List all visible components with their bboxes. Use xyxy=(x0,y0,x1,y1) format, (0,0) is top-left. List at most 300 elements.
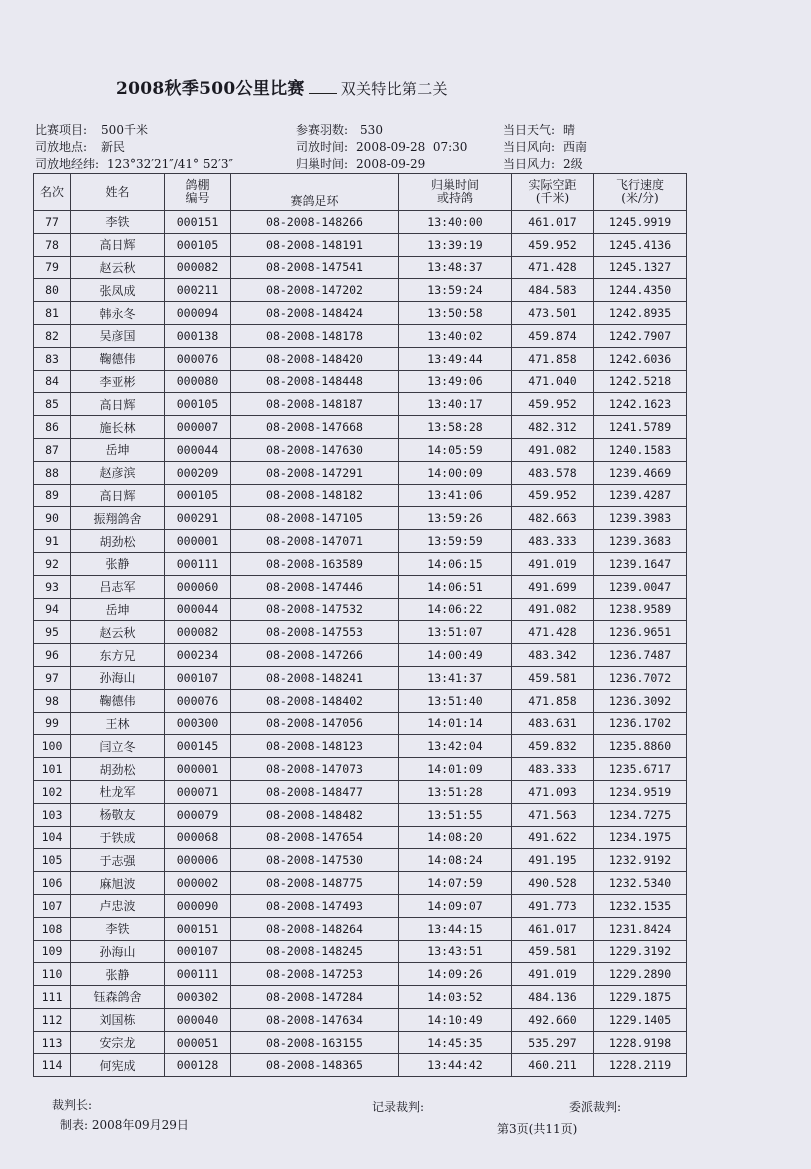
meta-release-value: 2008-09-28 07:30 xyxy=(356,140,468,154)
speed-cell: 1236.1702 xyxy=(594,712,687,735)
rank-cell: 94 xyxy=(34,598,71,621)
distance-cell: 483.631 xyxy=(512,712,594,735)
loft-cell: 000007 xyxy=(165,416,231,439)
ring-cell: 08-2008-148420 xyxy=(231,347,399,370)
loft-cell: 000006 xyxy=(165,849,231,872)
footer-record-judge: 记录裁判: xyxy=(372,1100,425,1114)
ring-cell: 08-2008-148482 xyxy=(231,803,399,826)
name-cell: 吴彦国 xyxy=(71,324,165,347)
footer-delegate-judge: 委派裁判: xyxy=(569,1100,622,1114)
ring-cell: 08-2008-147073 xyxy=(231,758,399,781)
loft-cell: 000105 xyxy=(165,393,231,416)
distance-cell: 459.952 xyxy=(512,233,594,256)
rank-cell: 96 xyxy=(34,644,71,667)
speed-cell: 1242.7907 xyxy=(594,324,687,347)
speed-cell: 1245.9919 xyxy=(594,211,687,234)
ring-cell: 08-2008-148477 xyxy=(231,780,399,803)
distance-cell: 459.874 xyxy=(512,324,594,347)
ring-cell: 08-2008-147446 xyxy=(231,575,399,598)
time-cell: 13:43:51 xyxy=(399,940,512,963)
name-cell: 于铁成 xyxy=(71,826,165,849)
speed-cell: 1244.4350 xyxy=(594,279,687,302)
distance-cell: 459.581 xyxy=(512,666,594,689)
time-cell: 13:44:42 xyxy=(399,1054,512,1077)
ring-cell: 08-2008-147532 xyxy=(231,598,399,621)
rank-cell: 80 xyxy=(34,279,71,302)
ring-cell: 08-2008-163155 xyxy=(231,1031,399,1054)
ring-cell: 08-2008-147630 xyxy=(231,438,399,461)
title-underline xyxy=(309,79,337,94)
distance-cell: 471.040 xyxy=(512,370,594,393)
speed-cell: 1238.9589 xyxy=(594,598,687,621)
rank-cell: 111 xyxy=(34,986,71,1009)
name-cell: 赵彦滨 xyxy=(71,461,165,484)
name-cell: 张凤成 xyxy=(71,279,165,302)
meta-return-label: 归巢时间: xyxy=(296,157,349,171)
table-row xyxy=(34,621,687,644)
ring-cell: 08-2008-147105 xyxy=(231,507,399,530)
speed-cell: 1242.8935 xyxy=(594,302,687,325)
time-cell: 13:59:24 xyxy=(399,279,512,302)
col-time-header xyxy=(399,174,512,211)
loft-cell: 000151 xyxy=(165,211,231,234)
name-cell: 韩永冬 xyxy=(71,302,165,325)
loft-cell: 000044 xyxy=(165,598,231,621)
rank-cell: 92 xyxy=(34,552,71,575)
ring-cell: 08-2008-147056 xyxy=(231,712,399,735)
ring-cell: 08-2008-147071 xyxy=(231,530,399,553)
speed-cell: 1240.1583 xyxy=(594,438,687,461)
distance-cell: 471.093 xyxy=(512,780,594,803)
loft-cell: 000105 xyxy=(165,484,231,507)
distance-cell: 461.017 xyxy=(512,211,594,234)
rank-cell: 90 xyxy=(34,507,71,530)
loft-cell: 000302 xyxy=(165,986,231,1009)
rank-cell: 107 xyxy=(34,894,71,917)
speed-cell: 1228.9198 xyxy=(594,1031,687,1054)
speed-cell: 1236.7072 xyxy=(594,666,687,689)
rank-cell: 99 xyxy=(34,712,71,735)
meta-weather-label: 当日天气: xyxy=(503,123,556,137)
footer-page-number: 第3页(共11页) xyxy=(497,1122,578,1136)
ring-cell: 08-2008-147284 xyxy=(231,986,399,1009)
speed-cell: 1245.1327 xyxy=(594,256,687,279)
name-cell: 张静 xyxy=(71,552,165,575)
loft-cell: 000044 xyxy=(165,438,231,461)
distance-cell: 459.581 xyxy=(512,940,594,963)
table-row xyxy=(34,826,687,849)
ring-cell: 08-2008-148191 xyxy=(231,233,399,256)
time-cell: 13:59:59 xyxy=(399,530,512,553)
name-cell: 高日辉 xyxy=(71,233,165,256)
col-loft-line1: 鸽棚 xyxy=(185,178,210,192)
table-row xyxy=(34,780,687,803)
table-row xyxy=(34,940,687,963)
name-cell: 闫立冬 xyxy=(71,735,165,758)
name-cell: 孙海山 xyxy=(71,666,165,689)
distance-cell: 535.297 xyxy=(512,1031,594,1054)
time-cell: 14:01:09 xyxy=(399,758,512,781)
col-rank-header: 名次 xyxy=(34,174,71,211)
table-row xyxy=(34,393,687,416)
distance-cell: 491.773 xyxy=(512,894,594,917)
ring-cell: 08-2008-148241 xyxy=(231,666,399,689)
distance-cell: 491.082 xyxy=(512,598,594,621)
table-row xyxy=(34,963,687,986)
name-cell: 东方兄 xyxy=(71,644,165,667)
rank-cell: 106 xyxy=(34,872,71,895)
time-cell: 14:10:49 xyxy=(399,1008,512,1031)
table-row xyxy=(34,803,687,826)
loft-cell: 000300 xyxy=(165,712,231,735)
loft-cell: 000060 xyxy=(165,575,231,598)
name-cell: 鞠德伟 xyxy=(71,689,165,712)
name-cell: 赵云秋 xyxy=(71,256,165,279)
rank-cell: 108 xyxy=(34,917,71,940)
speed-cell: 1242.1623 xyxy=(594,393,687,416)
loft-cell: 000111 xyxy=(165,552,231,575)
table-row xyxy=(34,894,687,917)
ring-cell: 08-2008-147530 xyxy=(231,849,399,872)
time-cell: 14:09:07 xyxy=(399,894,512,917)
time-cell: 13:42:04 xyxy=(399,735,512,758)
speed-cell: 1234.1975 xyxy=(594,826,687,849)
name-cell: 麻旭波 xyxy=(71,872,165,895)
ring-cell: 08-2008-147291 xyxy=(231,461,399,484)
distance-cell: 471.563 xyxy=(512,803,594,826)
loft-cell: 000234 xyxy=(165,644,231,667)
loft-cell: 000105 xyxy=(165,233,231,256)
distance-cell: 491.019 xyxy=(512,963,594,986)
loft-cell: 000080 xyxy=(165,370,231,393)
table-row xyxy=(34,849,687,872)
time-cell: 14:03:52 xyxy=(399,986,512,1009)
time-cell: 14:09:26 xyxy=(399,963,512,986)
meta-wind-force-value: 2级 xyxy=(563,157,583,171)
distance-cell: 491.622 xyxy=(512,826,594,849)
rank-cell: 98 xyxy=(34,689,71,712)
rank-cell: 83 xyxy=(34,347,71,370)
rank-cell: 91 xyxy=(34,530,71,553)
table-row xyxy=(34,552,687,575)
name-cell: 杜龙军 xyxy=(71,780,165,803)
name-cell: 卢忠波 xyxy=(71,894,165,917)
distance-cell: 459.952 xyxy=(512,484,594,507)
loft-cell: 000107 xyxy=(165,666,231,689)
rank-cell: 89 xyxy=(34,484,71,507)
meta-count xyxy=(296,121,383,138)
ring-cell: 08-2008-148448 xyxy=(231,370,399,393)
speed-cell: 1228.2119 xyxy=(594,1054,687,1077)
meta-wind-dir xyxy=(503,138,587,155)
speed-cell: 1245.4136 xyxy=(594,233,687,256)
speed-cell: 1236.9651 xyxy=(594,621,687,644)
ring-cell: 08-2008-148245 xyxy=(231,940,399,963)
col-speed-line2: (米/分) xyxy=(621,191,659,205)
speed-cell: 1239.0047 xyxy=(594,575,687,598)
meta-event-label: 比赛项目: xyxy=(35,123,88,137)
col-time-line2: 或持鸽 xyxy=(436,191,473,205)
loft-cell: 000145 xyxy=(165,735,231,758)
distance-cell: 491.082 xyxy=(512,438,594,461)
name-cell: 高日辉 xyxy=(71,393,165,416)
time-cell: 13:48:37 xyxy=(399,256,512,279)
subtitle-text: 双关特比第二关 xyxy=(340,80,448,98)
rank-cell: 86 xyxy=(34,416,71,439)
table-row xyxy=(34,735,687,758)
time-cell: 13:40:00 xyxy=(399,211,512,234)
time-cell: 13:40:17 xyxy=(399,393,512,416)
time-cell: 14:01:14 xyxy=(399,712,512,735)
rank-cell: 109 xyxy=(34,940,71,963)
time-cell: 14:08:20 xyxy=(399,826,512,849)
ring-cell: 08-2008-147634 xyxy=(231,1008,399,1031)
distance-cell: 491.019 xyxy=(512,552,594,575)
loft-cell: 000138 xyxy=(165,324,231,347)
speed-cell: 1242.5218 xyxy=(594,370,687,393)
time-cell: 13:41:37 xyxy=(399,666,512,689)
rank-cell: 88 xyxy=(34,461,71,484)
table-row xyxy=(34,666,687,689)
time-cell: 13:51:07 xyxy=(399,621,512,644)
meta-coords-value: 123°32′21″/41° 52′3″ xyxy=(107,157,233,171)
speed-cell: 1239.4669 xyxy=(594,461,687,484)
ring-cell: 08-2008-163589 xyxy=(231,552,399,575)
loft-cell: 000209 xyxy=(165,461,231,484)
ring-cell: 08-2008-148402 xyxy=(231,689,399,712)
rank-cell: 82 xyxy=(34,324,71,347)
speed-cell: 1239.3683 xyxy=(594,530,687,553)
rank-cell: 78 xyxy=(34,233,71,256)
rank-cell: 101 xyxy=(34,758,71,781)
rank-cell: 104 xyxy=(34,826,71,849)
table-row xyxy=(34,370,687,393)
meta-coords xyxy=(35,155,233,172)
name-cell: 何宪成 xyxy=(71,1054,165,1077)
speed-cell: 1229.1875 xyxy=(594,986,687,1009)
speed-cell: 1236.3092 xyxy=(594,689,687,712)
table-row xyxy=(34,302,687,325)
table-row xyxy=(34,917,687,940)
table-row xyxy=(34,712,687,735)
table-row xyxy=(34,575,687,598)
time-cell: 13:49:06 xyxy=(399,370,512,393)
table-row xyxy=(34,324,687,347)
col-speed-line1: 飞行速度 xyxy=(615,178,664,192)
time-cell: 13:44:15 xyxy=(399,917,512,940)
table-row xyxy=(34,416,687,439)
loft-cell: 000111 xyxy=(165,963,231,986)
col-loft-header xyxy=(165,174,231,211)
time-cell: 13:50:58 xyxy=(399,302,512,325)
time-cell: 14:05:59 xyxy=(399,438,512,461)
table-header-row xyxy=(34,174,687,211)
distance-cell: 471.858 xyxy=(512,689,594,712)
rank-cell: 97 xyxy=(34,666,71,689)
distance-cell: 483.333 xyxy=(512,758,594,781)
col-loft-line2: 编号 xyxy=(185,191,210,205)
speed-cell: 1242.6036 xyxy=(594,347,687,370)
col-ring-header: 赛鸽足环 xyxy=(231,174,399,211)
rank-cell: 84 xyxy=(34,370,71,393)
speed-cell: 1239.4287 xyxy=(594,484,687,507)
speed-cell: 1229.2890 xyxy=(594,963,687,986)
distance-cell: 490.528 xyxy=(512,872,594,895)
time-cell: 13:51:28 xyxy=(399,780,512,803)
rank-cell: 105 xyxy=(34,849,71,872)
ring-cell: 08-2008-148266 xyxy=(231,211,399,234)
name-cell: 安宗龙 xyxy=(71,1031,165,1054)
name-cell: 高日辉 xyxy=(71,484,165,507)
distance-cell: 491.195 xyxy=(512,849,594,872)
ring-cell: 08-2008-147253 xyxy=(231,963,399,986)
loft-cell: 000090 xyxy=(165,894,231,917)
name-cell: 岳坤 xyxy=(71,438,165,461)
speed-cell: 1229.1405 xyxy=(594,1008,687,1031)
distance-cell: 483.342 xyxy=(512,644,594,667)
loft-cell: 000068 xyxy=(165,826,231,849)
name-cell: 于志强 xyxy=(71,849,165,872)
speed-cell: 1232.5340 xyxy=(594,872,687,895)
ring-cell: 08-2008-148182 xyxy=(231,484,399,507)
name-cell: 吕志军 xyxy=(71,575,165,598)
table-row xyxy=(34,347,687,370)
col-distance-line1: 实际空距 xyxy=(528,178,577,192)
table-row xyxy=(34,644,687,667)
meta-release-label: 司放时间: xyxy=(296,140,349,154)
table-row xyxy=(34,598,687,621)
table-row xyxy=(34,758,687,781)
loft-cell: 000001 xyxy=(165,530,231,553)
speed-cell: 1239.3983 xyxy=(594,507,687,530)
loft-cell: 000211 xyxy=(165,279,231,302)
rank-cell: 79 xyxy=(34,256,71,279)
table-row xyxy=(34,530,687,553)
col-distance-header xyxy=(512,174,594,211)
table-row xyxy=(34,507,687,530)
ring-cell: 08-2008-147541 xyxy=(231,256,399,279)
table-row xyxy=(34,438,687,461)
table-row xyxy=(34,484,687,507)
distance-cell: 482.312 xyxy=(512,416,594,439)
table-row xyxy=(34,986,687,1009)
distance-cell: 459.832 xyxy=(512,735,594,758)
ring-cell: 08-2008-147266 xyxy=(231,644,399,667)
meta-wind-dir-value: 西南 xyxy=(563,140,588,154)
time-cell: 13:51:55 xyxy=(399,803,512,826)
speed-cell: 1234.7275 xyxy=(594,803,687,826)
time-cell: 13:59:26 xyxy=(399,507,512,530)
time-cell: 13:58:28 xyxy=(399,416,512,439)
name-cell: 李铁 xyxy=(71,211,165,234)
rank-cell: 85 xyxy=(34,393,71,416)
distance-cell: 459.952 xyxy=(512,393,594,416)
distance-cell: 460.211 xyxy=(512,1054,594,1077)
distance-cell: 484.583 xyxy=(512,279,594,302)
ring-cell: 08-2008-147202 xyxy=(231,279,399,302)
speed-cell: 1229.3192 xyxy=(594,940,687,963)
ring-cell: 08-2008-148187 xyxy=(231,393,399,416)
name-cell: 张静 xyxy=(71,963,165,986)
ring-cell: 08-2008-147493 xyxy=(231,894,399,917)
ring-cell: 08-2008-148264 xyxy=(231,917,399,940)
table-row xyxy=(34,872,687,895)
name-cell: 胡劲松 xyxy=(71,758,165,781)
table-row xyxy=(34,279,687,302)
name-cell: 李亚彬 xyxy=(71,370,165,393)
distance-cell: 491.699 xyxy=(512,575,594,598)
time-cell: 14:08:24 xyxy=(399,849,512,872)
loft-cell: 000079 xyxy=(165,803,231,826)
meta-wind-dir-label: 当日风向: xyxy=(503,140,556,154)
ring-cell: 08-2008-147553 xyxy=(231,621,399,644)
rank-cell: 95 xyxy=(34,621,71,644)
meta-wind-force-label: 当日风力: xyxy=(503,157,556,171)
speed-cell: 1236.7487 xyxy=(594,644,687,667)
table-row xyxy=(34,256,687,279)
name-cell: 刘国栋 xyxy=(71,1008,165,1031)
ring-cell: 08-2008-148123 xyxy=(231,735,399,758)
time-cell: 14:00:09 xyxy=(399,461,512,484)
distance-cell: 471.428 xyxy=(512,621,594,644)
col-name-header: 姓名 xyxy=(71,174,165,211)
loft-cell: 000076 xyxy=(165,689,231,712)
time-cell: 14:06:22 xyxy=(399,598,512,621)
loft-cell: 000151 xyxy=(165,917,231,940)
loft-cell: 000107 xyxy=(165,940,231,963)
rank-cell: 110 xyxy=(34,963,71,986)
rank-cell: 102 xyxy=(34,780,71,803)
meta-place xyxy=(35,138,125,155)
table-row xyxy=(34,461,687,484)
meta-coords-label: 司放地经纬: xyxy=(35,157,100,171)
ring-cell: 08-2008-148365 xyxy=(231,1054,399,1077)
loft-cell: 000076 xyxy=(165,347,231,370)
meta-return xyxy=(296,155,425,172)
speed-cell: 1231.8424 xyxy=(594,917,687,940)
distance-cell: 461.017 xyxy=(512,917,594,940)
name-cell: 鞠德伟 xyxy=(71,347,165,370)
name-cell: 李铁 xyxy=(71,917,165,940)
meta-place-value: 新民 xyxy=(101,140,126,154)
table-row xyxy=(34,689,687,712)
meta-weather-value: 晴 xyxy=(563,123,576,137)
loft-cell: 000128 xyxy=(165,1054,231,1077)
table-row xyxy=(34,211,687,234)
distance-cell: 471.858 xyxy=(512,347,594,370)
table-row xyxy=(34,1054,687,1077)
title-text: 2008秋季500公里比赛 xyxy=(116,79,305,99)
meta-return-value: 2008-09-29 xyxy=(356,157,426,171)
time-cell: 13:39:19 xyxy=(399,233,512,256)
meta-count-label: 参赛羽数: xyxy=(296,123,349,137)
speed-cell: 1235.8860 xyxy=(594,735,687,758)
time-cell: 14:45:35 xyxy=(399,1031,512,1054)
meta-event-value: 500千米 xyxy=(101,123,148,137)
name-cell: 赵云秋 xyxy=(71,621,165,644)
col-time-line1: 归巢时间 xyxy=(430,178,479,192)
distance-cell: 483.578 xyxy=(512,461,594,484)
footer-prepared-date: 制表: 2008年09月29日 xyxy=(60,1118,189,1132)
rank-cell: 114 xyxy=(34,1054,71,1077)
time-cell: 13:49:44 xyxy=(399,347,512,370)
loft-cell: 000071 xyxy=(165,780,231,803)
meta-place-label: 司放地点: xyxy=(35,140,88,154)
footer-chief-judge: 裁判长: xyxy=(52,1098,93,1112)
speed-cell: 1241.5789 xyxy=(594,416,687,439)
name-cell: 钰森鸽舍 xyxy=(71,986,165,1009)
speed-cell: 1232.9192 xyxy=(594,849,687,872)
